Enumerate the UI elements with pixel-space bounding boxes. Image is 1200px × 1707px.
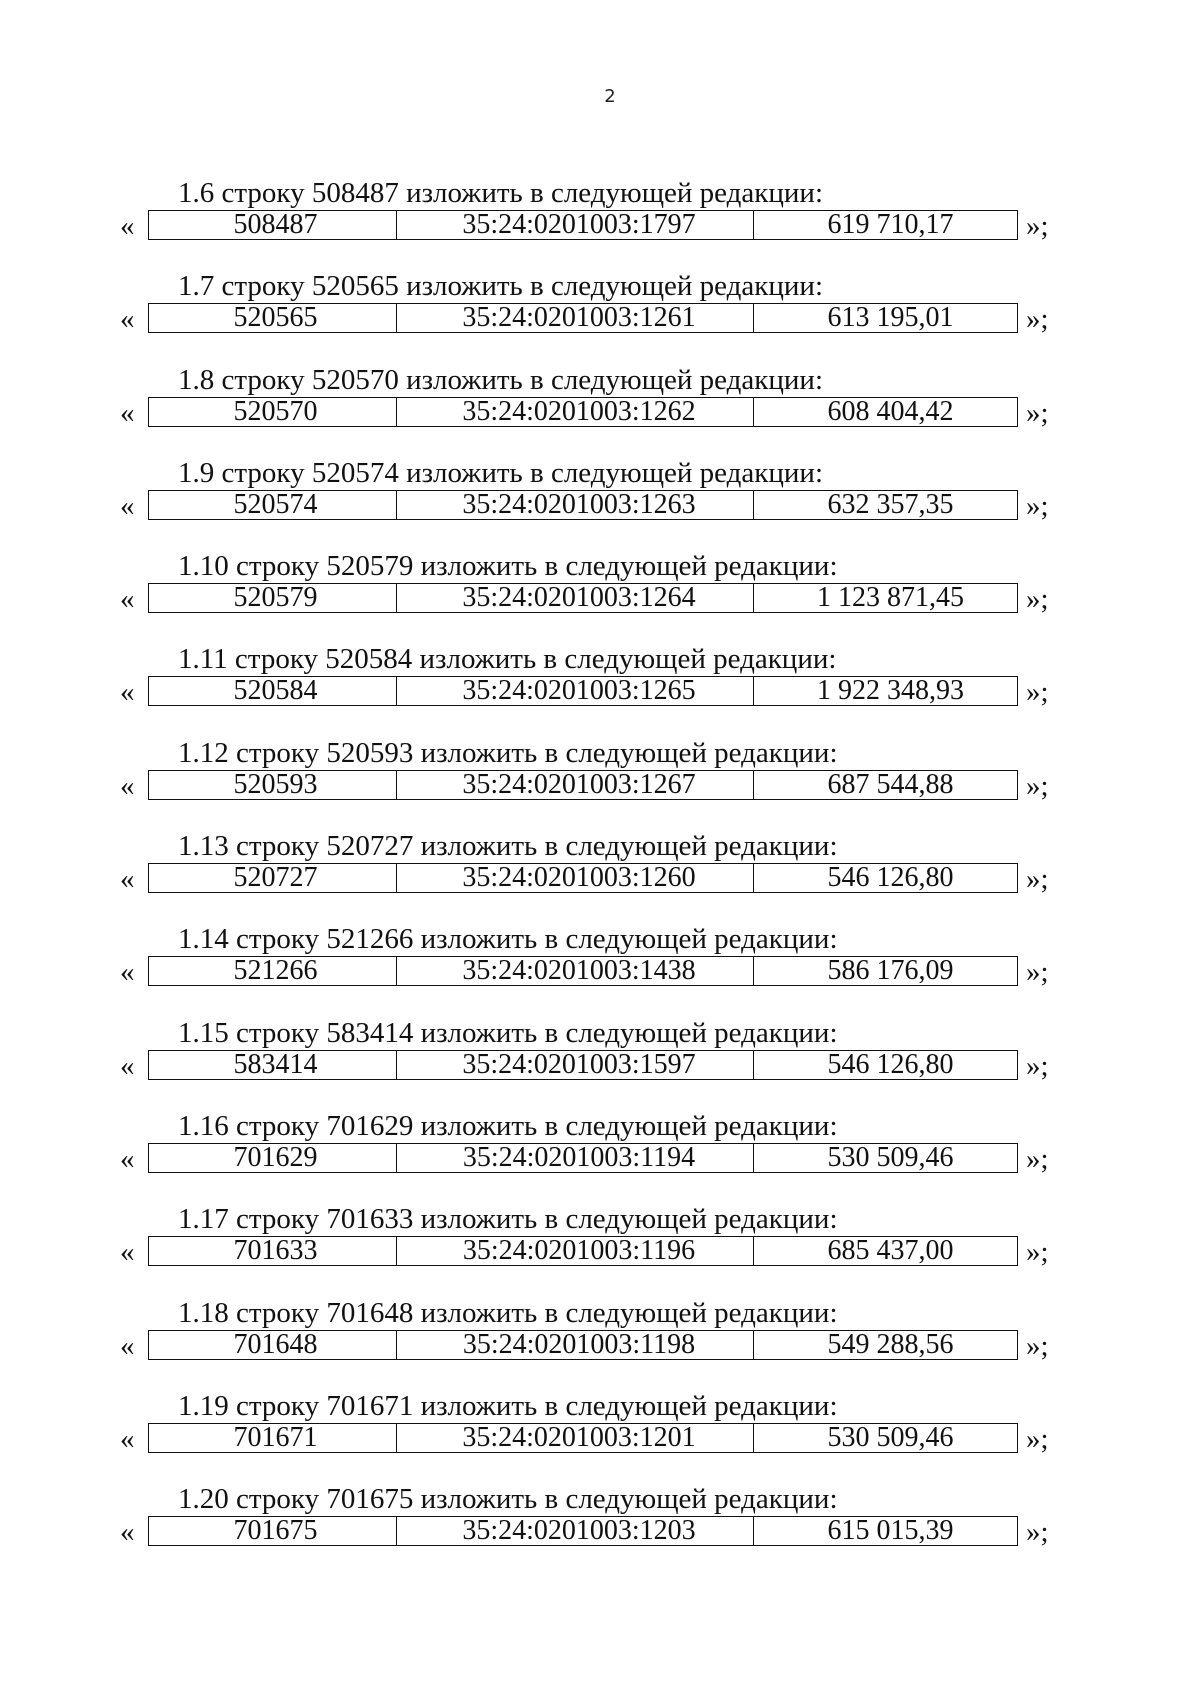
amendment-row <box>120 1516 1060 1548</box>
row-code-cell: 701629 <box>149 1144 397 1172</box>
amount-cell: 632 357,35 <box>827 490 954 519</box>
row-table <box>148 1423 1018 1453</box>
opening-quote: « <box>120 1142 135 1175</box>
row-table <box>148 583 1018 613</box>
amendment-heading: 1.20 строку 701675 изложить в следующей редакции: <box>178 1483 838 1516</box>
row-code-cell: 583414 <box>149 1051 397 1079</box>
cadastral-number-cell: 35:24:0201003:1797 <box>397 211 754 239</box>
amendment-entry <box>0 831 1200 924</box>
amount-cell: 546 126,80 <box>827 864 954 893</box>
row-table <box>148 1330 1018 1360</box>
amendment-entry <box>0 1111 1200 1204</box>
opening-quote: « <box>120 583 135 616</box>
amendment-row <box>120 397 1060 429</box>
opening-quote: « <box>120 1422 135 1455</box>
row-code-cell: 508487 <box>149 211 397 239</box>
amendment-row <box>120 1330 1060 1362</box>
cadastral-number-cell: 35:24:0201003:1262 <box>397 398 754 426</box>
opening-quote: « <box>120 1049 135 1082</box>
opening-quote: « <box>120 956 135 989</box>
amendment-row <box>120 676 1060 708</box>
opening-quote: « <box>120 303 135 336</box>
amount-cell: 613 195,01 <box>827 304 954 333</box>
amount-cell: 530 509,46 <box>827 1423 954 1452</box>
opening-quote: « <box>120 1329 135 1362</box>
amendment-entry <box>0 178 1200 271</box>
amendment-heading: 1.7 строку 520565 изложить в следующей редакции: <box>178 270 823 303</box>
opening-quote: « <box>120 396 135 429</box>
cadastral-number-cell: 35:24:0201003:1597 <box>397 1051 754 1079</box>
opening-quote: « <box>120 1236 135 1269</box>
row-table <box>148 676 1018 706</box>
amendment-entry <box>0 551 1200 644</box>
amendment-row <box>120 1143 1060 1175</box>
cadastral-number-cell: 35:24:0201003:1263 <box>397 491 754 519</box>
amendment-entry <box>0 458 1200 551</box>
closing-quote: »; <box>1026 863 1049 896</box>
closing-quote: »; <box>1026 1049 1049 1082</box>
amount-cell: 608 404,42 <box>827 397 954 426</box>
amendment-entry <box>0 738 1200 831</box>
row-code-cell: 701675 <box>149 1517 397 1545</box>
row-code-cell: 520570 <box>149 398 397 426</box>
opening-quote: « <box>120 676 135 709</box>
amount-cell: 615 015,39 <box>827 1517 954 1546</box>
amendment-heading: 1.10 строку 520579 изложить в следующей редакции: <box>178 550 838 583</box>
row-code-cell: 520579 <box>149 584 397 612</box>
amendment-heading: 1.19 строку 701671 изложить в следующей редакции: <box>178 1389 838 1422</box>
closing-quote: »; <box>1026 1422 1049 1455</box>
row-table <box>148 1143 1018 1173</box>
closing-quote: »; <box>1026 1516 1049 1549</box>
amount-cell: 546 126,80 <box>827 1050 954 1079</box>
closing-quote: »; <box>1026 1329 1049 1362</box>
amendment-row <box>120 210 1060 242</box>
amendment-entry <box>0 924 1200 1017</box>
amendment-entry <box>0 1204 1200 1297</box>
amount-cell: 586 176,09 <box>827 957 954 986</box>
amendment-heading: 1.12 строку 520593 изложить в следующей редакции: <box>178 736 838 769</box>
amendment-entry <box>0 1018 1200 1111</box>
row-code-cell: 701633 <box>149 1237 397 1265</box>
amendment-row <box>120 863 1060 895</box>
cadastral-number-cell: 35:24:0201003:1267 <box>397 771 754 799</box>
amount-cell: 1 922 348,93 <box>817 677 964 706</box>
row-table <box>148 863 1018 893</box>
amendment-heading: 1.8 строку 520570 изложить в следующей редакции: <box>178 363 823 396</box>
opening-quote: « <box>120 863 135 896</box>
amendment-heading: 1.16 строку 701629 изложить в следующей редакции: <box>178 1109 838 1142</box>
amendment-heading: 1.13 строку 520727 изложить в следующей редакции: <box>178 830 838 863</box>
row-code-cell: 701648 <box>149 1331 397 1359</box>
amendment-entry <box>0 1298 1200 1391</box>
amendment-row <box>120 583 1060 615</box>
opening-quote: « <box>120 1516 135 1549</box>
amendment-entry <box>0 271 1200 364</box>
cadastral-number-cell: 35:24:0201003:1260 <box>397 864 754 892</box>
page-number: 2 <box>604 86 616 107</box>
closing-quote: »; <box>1026 769 1049 802</box>
amount-cell: 687 544,88 <box>827 770 954 799</box>
amendment-row <box>120 1050 1060 1082</box>
cadastral-number-cell: 35:24:0201003:1194 <box>397 1144 754 1172</box>
amendment-heading: 1.15 строку 583414 изложить в следующей редакции: <box>178 1016 838 1049</box>
opening-quote: « <box>120 489 135 522</box>
row-code-cell: 520727 <box>149 864 397 892</box>
row-table <box>148 770 1018 800</box>
cadastral-number-cell: 35:24:0201003:1196 <box>397 1237 754 1265</box>
row-code-cell: 521266 <box>149 957 397 985</box>
closing-quote: »; <box>1026 303 1049 336</box>
row-table <box>148 397 1018 427</box>
amendment-entry <box>0 1484 1200 1577</box>
row-table <box>148 1050 1018 1080</box>
cadastral-number-cell: 35:24:0201003:1201 <box>397 1424 754 1452</box>
amendment-heading: 1.14 строку 521266 изложить в следующей редакции: <box>178 923 838 956</box>
closing-quote: »; <box>1026 956 1049 989</box>
row-table <box>148 1236 1018 1266</box>
row-table <box>148 490 1018 520</box>
amendment-row <box>120 1236 1060 1268</box>
row-code-cell: 701671 <box>149 1424 397 1452</box>
amount-cell: 530 509,46 <box>827 1143 954 1172</box>
amendment-entry <box>0 365 1200 458</box>
closing-quote: »; <box>1026 1236 1049 1269</box>
row-code-cell: 520584 <box>149 677 397 705</box>
amount-cell: 619 710,17 <box>827 211 954 239</box>
row-code-cell: 520593 <box>149 771 397 799</box>
amount-cell: 1 123 871,45 <box>817 584 964 613</box>
cadastral-number-cell: 35:24:0201003:1261 <box>397 304 754 332</box>
row-code-cell: 520565 <box>149 304 397 332</box>
amendment-heading: 1.9 строку 520574 изложить в следующей редакции: <box>178 456 823 489</box>
closing-quote: »; <box>1026 489 1049 522</box>
row-table <box>148 210 1018 240</box>
row-table <box>148 303 1018 333</box>
opening-quote: « <box>120 210 135 242</box>
cadastral-number-cell: 35:24:0201003:1438 <box>397 957 754 985</box>
closing-quote: »; <box>1026 210 1049 242</box>
amount-cell: 549 288,56 <box>827 1330 954 1359</box>
opening-quote: « <box>120 769 135 802</box>
amendment-list <box>0 178 1200 1577</box>
amendment-row <box>120 490 1060 522</box>
amendment-heading: 1.6 строку 508487 изложить в следующей редакции: <box>178 177 823 209</box>
cadastral-number-cell: 35:24:0201003:1198 <box>397 1331 754 1359</box>
amendment-row <box>120 956 1060 988</box>
row-table <box>148 1516 1018 1546</box>
amendment-heading: 1.18 строку 701648 изложить в следующей редакции: <box>178 1296 838 1329</box>
amendment-heading: 1.11 строку 520584 изложить в следующей редакции: <box>178 643 837 676</box>
closing-quote: »; <box>1026 396 1049 429</box>
cadastral-number-cell: 35:24:0201003:1265 <box>397 677 754 705</box>
row-code-cell: 520574 <box>149 491 397 519</box>
cadastral-number-cell: 35:24:0201003:1264 <box>397 584 754 612</box>
amendment-row <box>120 770 1060 802</box>
cadastral-number-cell: 35:24:0201003:1203 <box>397 1517 754 1545</box>
closing-quote: »; <box>1026 676 1049 709</box>
amendment-heading: 1.17 строку 701633 изложить в следующей редакции: <box>178 1203 838 1236</box>
closing-quote: »; <box>1026 583 1049 616</box>
amendment-row <box>120 303 1060 335</box>
amount-cell: 685 437,00 <box>827 1237 954 1266</box>
row-table <box>148 956 1018 986</box>
amendment-entry <box>0 1391 1200 1484</box>
closing-quote: »; <box>1026 1142 1049 1175</box>
amendment-row <box>120 1423 1060 1455</box>
amendment-entry <box>0 644 1200 737</box>
